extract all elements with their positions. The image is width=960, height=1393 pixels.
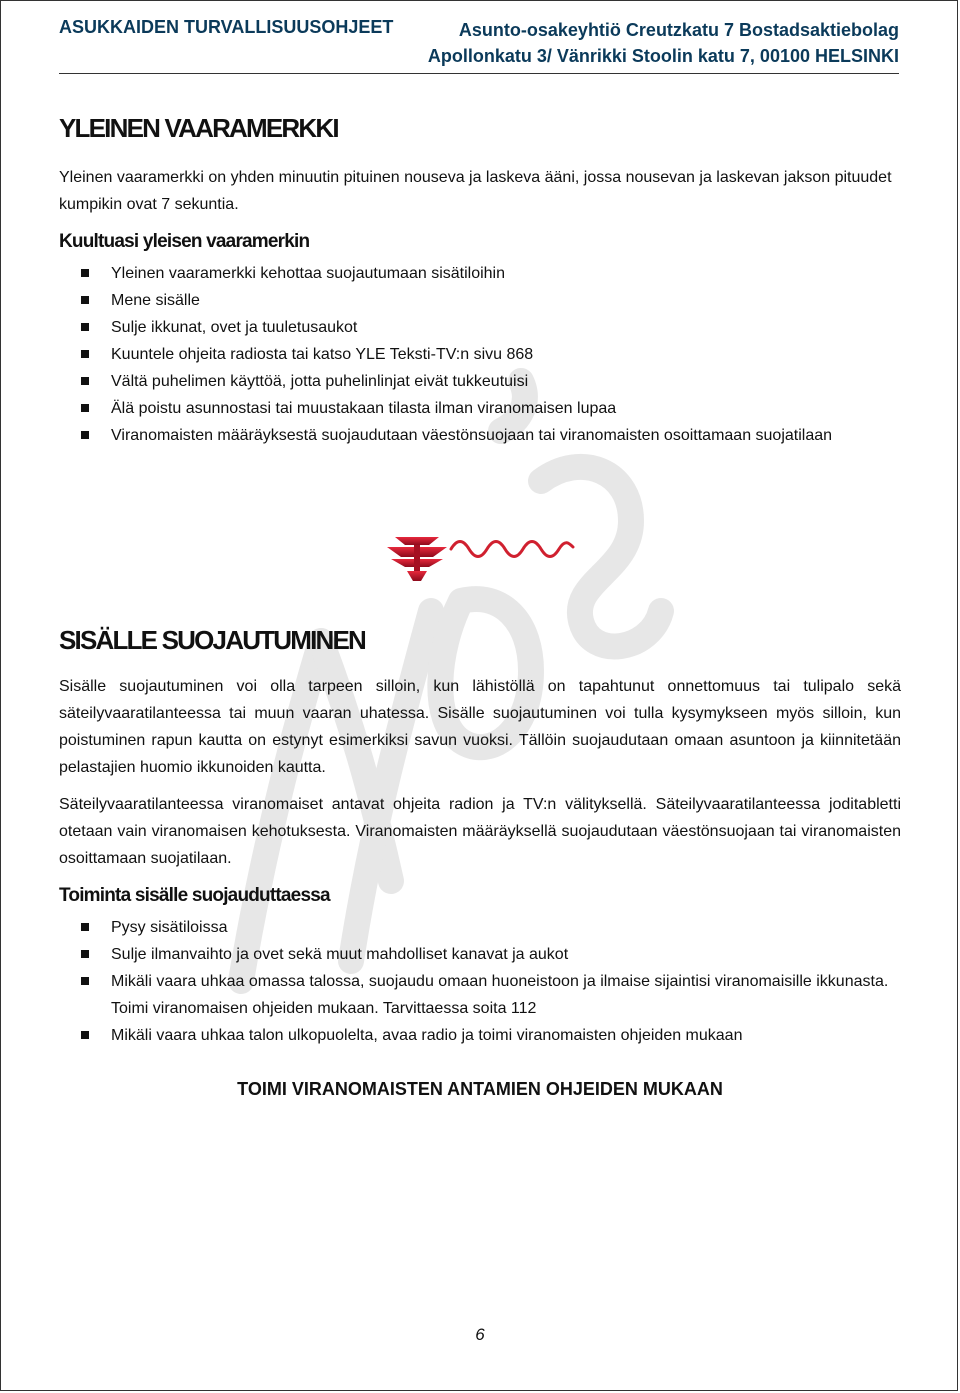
sound-wave-icon — [451, 542, 573, 557]
page-header — [59, 15, 899, 74]
page-number: 6 — [475, 1325, 485, 1344]
section-title-general-alarm: YLEINEN VAARAMERKKI — [59, 113, 338, 143]
list-item: Yleinen vaaramerkki kehottaa suojautumaan sisätiloihin — [81, 260, 901, 287]
shelter-paragraph-1: Sisälle suojautuminen voi olla tarpeen silloin, kun lähistöllä on tapahtunut onnettomuus tai tulipalo sekä säteilyvaaratilanteessa tai muun vaaran uhatessa. Sisälle suojautuminen voi tulla kysymykseen myös silloin, kun poistuminen rapun kautta on estynyt esimerkiksi savun vuoksi. Tällöin suojaudutaan omaan asuntoon ja kiinnitetään pelastajien huomio ikkunoiden kautta. — [59, 678, 901, 776]
list-item: Kuuntele ohjeita radiosta tai katso YLE Teksti-TV:n sivu 868 — [81, 341, 901, 368]
list-item: Mikäli vaara uhkaa omassa talossa, suojaudu omaan huoneistoon ja ilmaise sijaintisi viranomaisille ikkunasta. Toimi viranomaisen ohjeiden mukaan. Tarvittaessa soita 112 — [81, 968, 901, 1022]
header-left-title: ASUKKAIDEN TURVALLISUUSOHJEET — [59, 17, 394, 37]
header-company: Asunto-osakeyhtiö Creutzkatu 7 Bostadsaktiebolag — [458, 20, 899, 40]
list-item: Viranomaisten määräyksestä suojaudutaan väestönsuojaan tai viranomaisten osoittamaan suojatilaan — [81, 422, 901, 449]
header-address — [428, 17, 899, 69]
general-alarm-intro: Yleinen vaaramerkki on yhden minuutin pituinen nouseva ja laskeva ääni, jossa nousevan ja laskevan jakson pituudet kumpikin ovat 7 sekuntia. — [59, 169, 892, 213]
list-item: Älä poistu asunnostasi tai muustakaan tilasta ilman viranomaisen lupaa — [81, 395, 901, 422]
closing-instruction: TOIMI VIRANOMAISTEN ANTAMIEN OHJEIDEN MUKAAN — [237, 1079, 723, 1099]
siren-icon — [381, 529, 581, 589]
subtitle-after-alarm: Kuultuasi yleisen vaaramerkin — [59, 231, 310, 252]
subtitle-actions-indoors: Toiminta sisälle suojauduttaessa — [59, 885, 330, 906]
shelter-paragraph-2: Säteilyvaaratilanteessa viranomaiset antavat ohjeita radion ja TV:n välityksellä. Säteilyvaaratilanteessa joditabletti otetaan vain viranomaisen kehotuksesta. Viranomaisten määräyksellä suojaudutaan väestönsuojaan tai viranomaisten osoittamaan suojatilaan. — [59, 796, 901, 867]
list-item: Vältä puhelimen käyttöä, jotta puhelinlinjat eivät tukkeutuisi — [81, 368, 901, 395]
after-alarm-list — [81, 260, 901, 449]
list-item: Sulje ikkunat, ovet ja tuuletusaukot — [81, 314, 901, 341]
list-item: Pysy sisätiloissa — [81, 914, 901, 941]
list-item: Mene sisälle — [81, 287, 901, 314]
list-item: Mikäli vaara uhkaa talon ulkopuolelta, avaa radio ja toimi viranomaisten ohjeiden mukaan — [81, 1022, 901, 1049]
list-item: Sulje ilmanvaihto ja ovet sekä muut mahdolliset kanavat ja aukot — [81, 941, 901, 968]
actions-indoors-list — [81, 914, 901, 1049]
section-title-shelter-indoors: SISÄLLE SUOJAUTUMINEN — [59, 625, 366, 655]
header-street: Apollonkatu 3/ Vänrikki Stoolin katu 7, 00100 HELSINKI — [427, 46, 899, 66]
